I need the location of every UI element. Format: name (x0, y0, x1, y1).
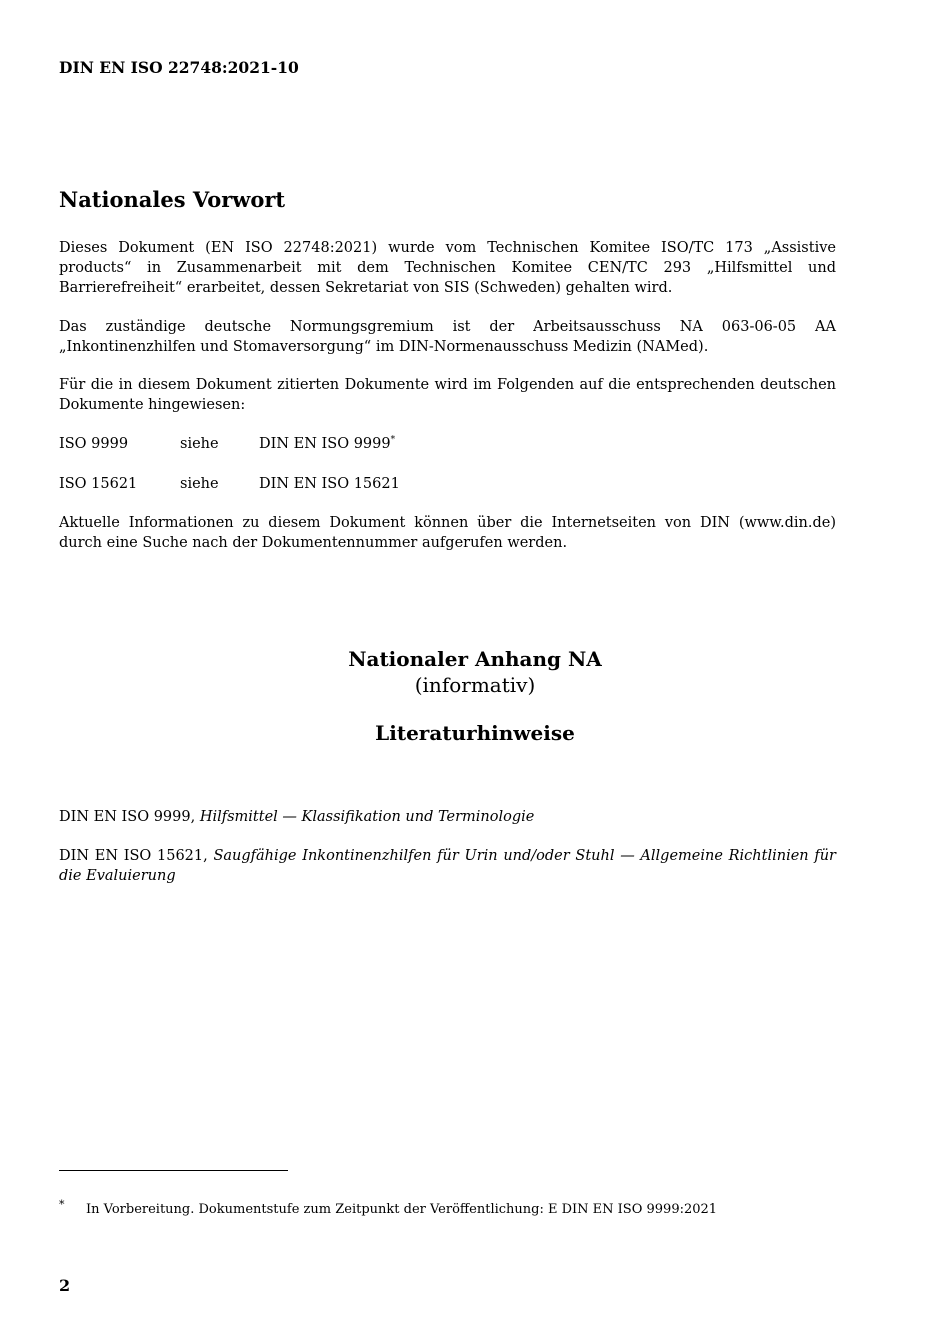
din-reference: DIN EN ISO 15621 (259, 476, 400, 492)
foreword-paragraph-4: Aktuelle Informationen zu diesem Dokument können über die Internetseiten von DIN (www.din.de) durch eine Suche nach der Dokumentennummer aufgerufen werden. (59, 515, 836, 551)
iso-reference: ISO 9999 (59, 436, 129, 452)
annex-title: Nationaler Anhang NA (348, 647, 602, 671)
bibliography-title: Literaturhinweise (375, 721, 575, 745)
bibliography-entry: DIN EN ISO 9999, Hilfsmittel — Klassifikation und Terminologie (59, 809, 535, 825)
foreword-paragraph-1: Dieses Dokument (EN ISO 22748:2021) wurde vom Technischen Komitee ISO/TC 173 „Assistive products“ in Zusammenarbeit mit dem Technischen Komitee CEN/TC 293 „Hilfsmittel und Barrierefreiheit“ erarbeitet, dessen Sekretariat von SIS (Schweden) gehalten wird. (59, 240, 836, 296)
footnote-mark: * (59, 1198, 65, 1211)
bibliography-entry: DIN EN ISO 15621, Saugfähige Inkontinenzhilfen für Urin und/oder Stuhl — Allgemeine Richtlinien für die Evaluierung (59, 848, 836, 884)
foreword-paragraph-2: Das zuständige deutsche Normungsgremium ist der Arbeitsausschuss NA 063-06-05 AA „Inkontinenzhilfen und Stomaversorgung“ im DIN-Normenausschuss Medizin (NAMed). (59, 319, 836, 355)
national-foreword-title: Nationales Vorwort (59, 187, 286, 212)
see-word: siehe (180, 476, 219, 492)
foreword-paragraph-3: Für die in diesem Dokument zitierten Dokumente wird im Folgenden auf die entsprechenden deutschen Dokumente hingewiesen: (59, 377, 836, 413)
bibliography-entry-title: Hilfsmittel — Klassifikation und Terminologie (199, 809, 535, 825)
see-word: siehe (180, 436, 219, 452)
bibliography-entry-title: Saugfähige Inkontinenzhilfen für Urin und/oder Stuhl — Allgemeine Richtlinien für die Evaluierung (59, 848, 836, 884)
document-id-header: DIN EN ISO 22748:2021-10 (59, 58, 299, 77)
din-reference: DIN EN ISO 9999* (259, 435, 396, 452)
footnote-marker: * (390, 435, 396, 445)
iso-reference: ISO 15621 (59, 476, 138, 492)
page-number: 2 (59, 1276, 71, 1295)
annex-subtitle: (informativ) (414, 673, 536, 697)
footnote-text: In Vorbereitung. Dokumentstufe zum Zeitpunkt der Veröffentlichung: E DIN EN ISO 9999:2021 (86, 1202, 718, 1217)
footnote-divider (59, 1170, 288, 1171)
